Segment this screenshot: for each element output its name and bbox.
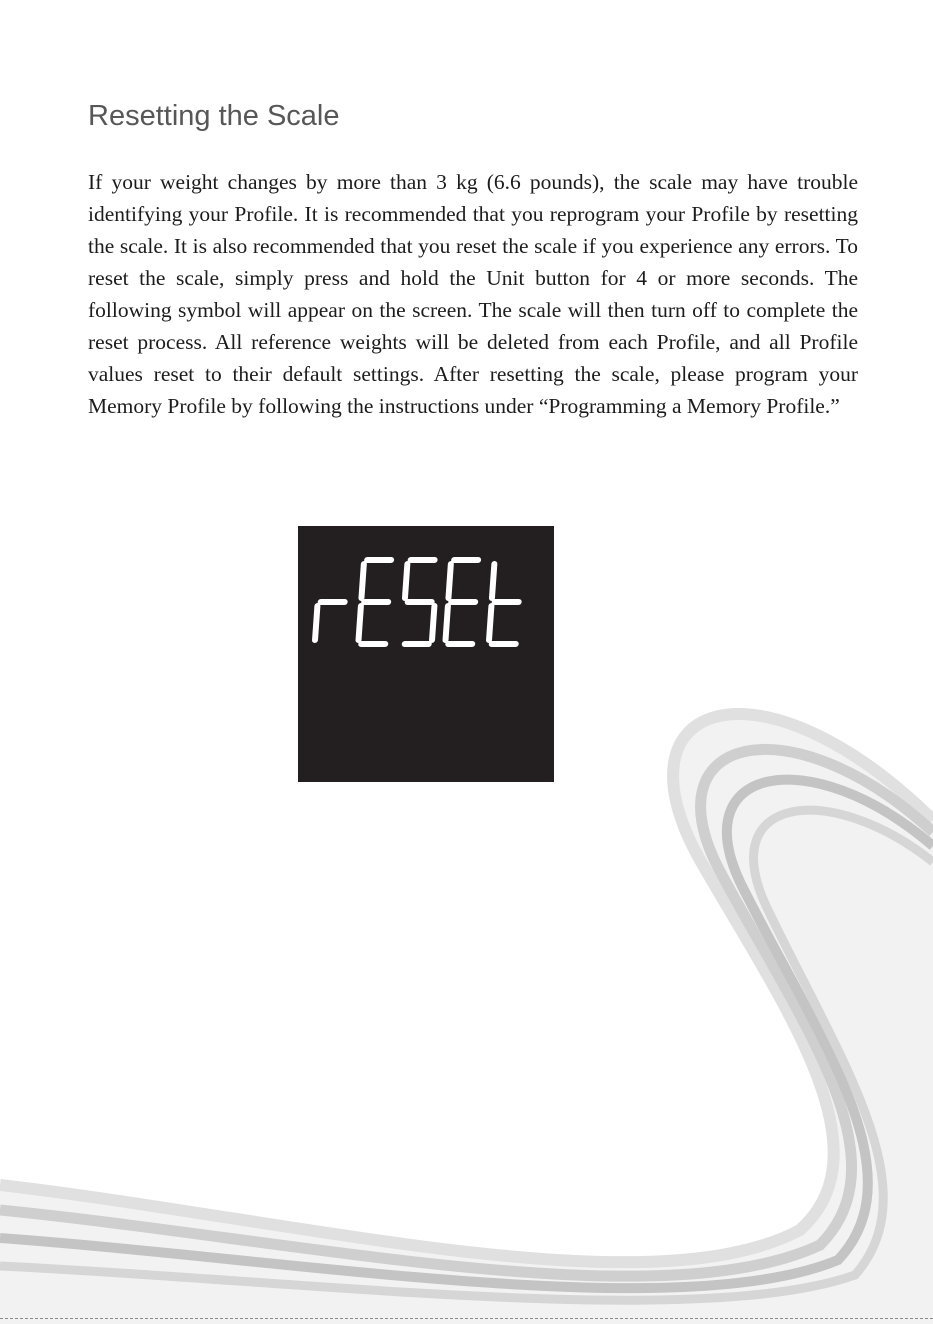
lcd-digit bbox=[489, 564, 522, 644]
lcd-segment-e bbox=[359, 606, 361, 640]
lcd-reset-readout bbox=[298, 526, 554, 782]
page-bottom-rule bbox=[0, 1318, 933, 1319]
lcd-segment-e bbox=[446, 606, 448, 640]
lcd-digit bbox=[358, 560, 391, 644]
lcd-segment-f bbox=[405, 564, 407, 598]
lcd-display bbox=[298, 526, 554, 782]
lcd-segment-e bbox=[315, 606, 317, 640]
lcd-digit bbox=[445, 560, 478, 644]
lcd-segment-c bbox=[432, 606, 434, 640]
body-paragraph: If your weight changes by more than 3 kg (6.6 pounds), the scale may have trouble identifying your Profile. It is recommended that you reprogram your Profile by resetting the scale. It is also recommended that you reset the scale if you experience any errors. To reset the scale, simply press and hold the Unit button for 4 or more seconds. The following symbol will appear on the screen. The scale will then turn off to complete the reset process. All reference weights will be deleted from each Profile, and all Profile values reset to their default settings. After resetting the scale, please program your Memory Profile by following the instructions under “Programming a Memory Profile.” bbox=[88, 170, 858, 418]
lcd-segment-f bbox=[448, 564, 450, 598]
page-title: Resetting the Scale bbox=[88, 100, 340, 132]
lcd-digit bbox=[402, 560, 438, 644]
lcd-segment-f bbox=[361, 564, 363, 598]
lcd-segment-f bbox=[492, 564, 494, 598]
lcd-digit bbox=[315, 602, 345, 640]
lcd-segment-e bbox=[489, 606, 491, 640]
